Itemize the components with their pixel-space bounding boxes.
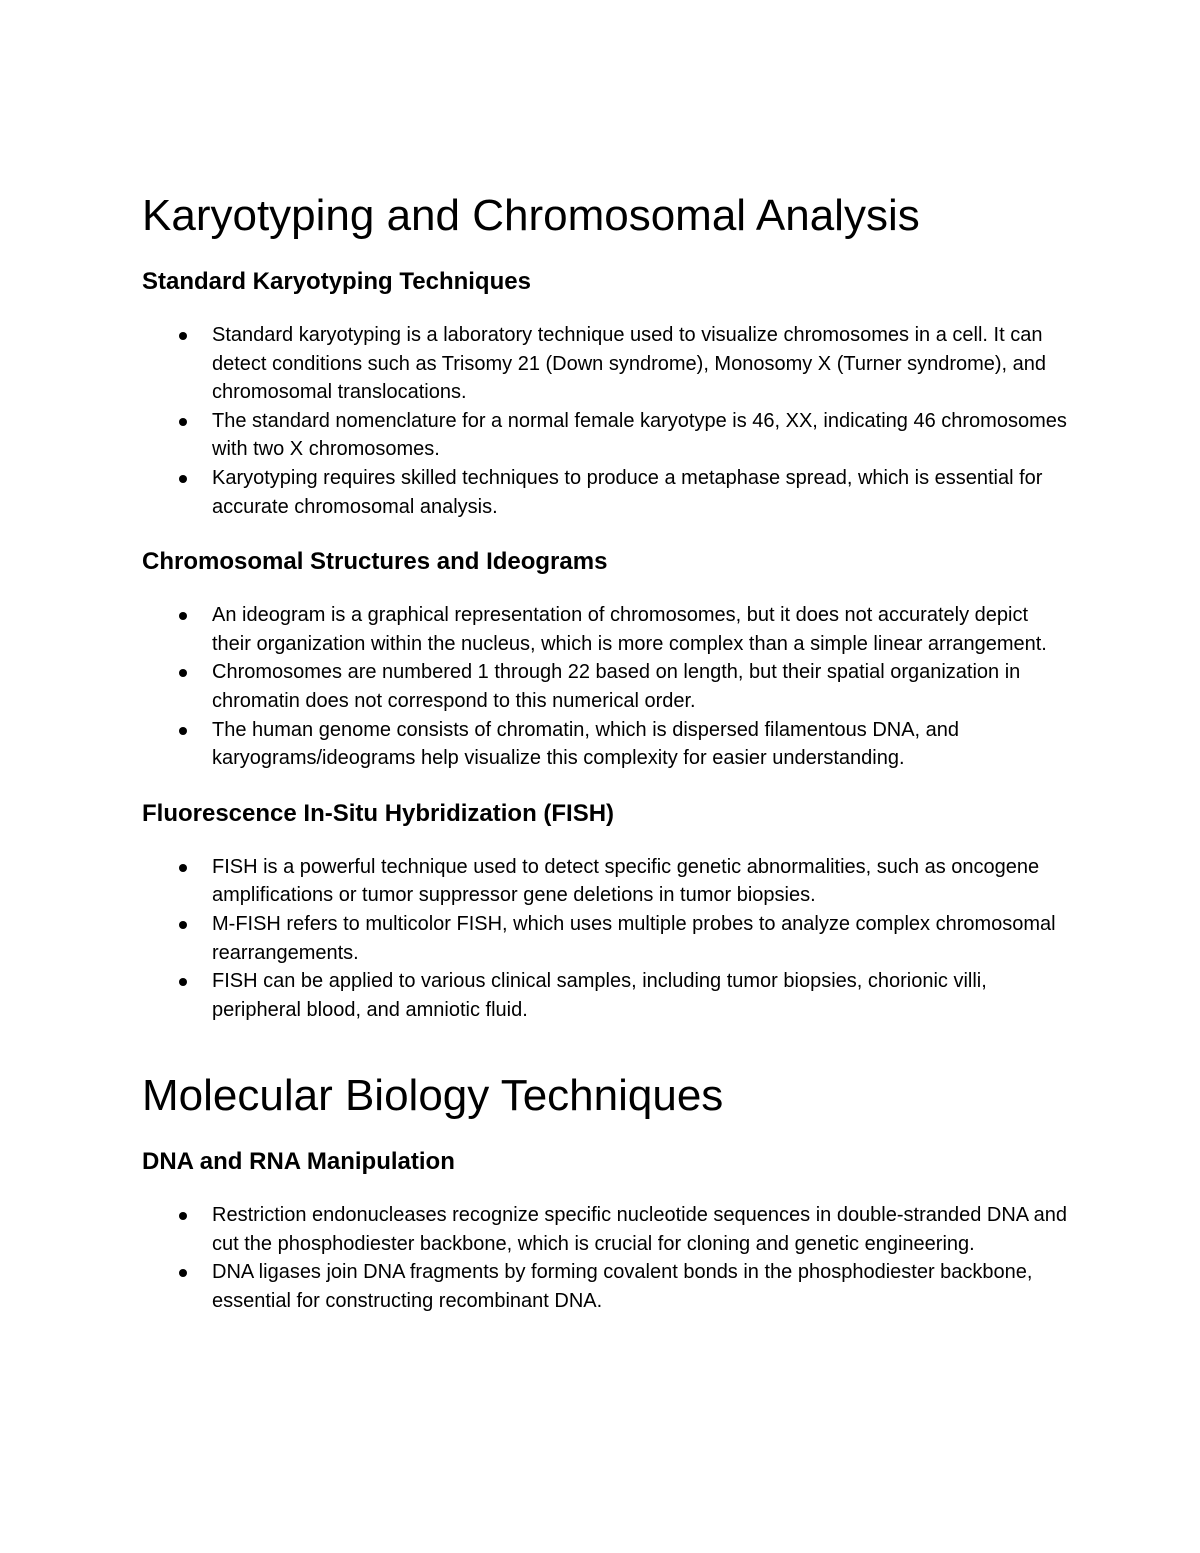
list-item-text: DNA ligases join DNA fragments by forming covalent bonds in the phosphodiester backbone, essential for constructing recombinant DNA. bbox=[212, 1261, 1033, 1313]
bullet-list bbox=[142, 601, 1072, 773]
list-item bbox=[142, 658, 1072, 715]
bullet-icon bbox=[179, 669, 187, 677]
section-heading: Molecular Biology Techniques bbox=[142, 1071, 724, 1121]
bullet-icon bbox=[179, 418, 187, 426]
list-item bbox=[142, 321, 1072, 407]
document-body bbox=[142, 190, 1072, 1342]
bullet-icon bbox=[179, 727, 187, 735]
subsection-title: Standard Karyotyping Techniques bbox=[142, 268, 531, 295]
list-item bbox=[142, 967, 1072, 1024]
list-item-text: FISH can be applied to various clinical samples, including tumor biopsies, chorionic villi, peripheral blood, and amniotic fluid. bbox=[212, 970, 987, 1021]
bullet-icon bbox=[179, 475, 187, 483]
bullet-icon bbox=[179, 921, 187, 929]
bullet-list bbox=[142, 853, 1072, 1025]
list-item-text: FISH is a powerful technique used to detect specific genetic abnormalities, such as oncogene amplifications or tumor suppressor gene deletions in tumor biopsies. bbox=[212, 855, 1040, 907]
list-item bbox=[142, 407, 1072, 464]
list-item-text: Chromosomes are numbered 1 through 22 based on length, but their spatial organization in chromatin does not correspond to this numerical order. bbox=[212, 661, 1021, 712]
list-item bbox=[142, 716, 1072, 773]
bullet-list bbox=[142, 321, 1072, 521]
bullet-icon bbox=[179, 1269, 187, 1277]
list-item-text: Restriction endonucleases recognize specific nucleotide sequences in double-stranded DNA and cut the phosphodiester backbone, which is crucial for cloning and genetic engineering. bbox=[212, 1204, 1067, 1255]
bullet-icon bbox=[179, 1212, 187, 1220]
list-item bbox=[142, 601, 1072, 658]
section-heading: Karyotyping and Chromosomal Analysis bbox=[142, 191, 920, 240]
list-item bbox=[142, 910, 1072, 967]
bullet-list bbox=[142, 1201, 1072, 1315]
bullet-icon bbox=[179, 612, 187, 620]
list-item-text: The human genome consists of chromatin, which is dispersed filamentous DNA, and karyograms/ideograms help visualize this complexity for easier understanding. bbox=[212, 718, 960, 770]
list-item bbox=[142, 464, 1072, 521]
bullet-icon bbox=[179, 864, 187, 872]
subsection-title: DNA and RNA Manipulation bbox=[142, 1148, 455, 1176]
list-item-text: The standard nomenclature for a normal female karyotype is 46, XX, indicating 46 chromosomes with two X chromosomes. bbox=[212, 409, 1067, 461]
list-item bbox=[142, 853, 1072, 910]
list-item-text: M-FISH refers to multicolor FISH, which uses multiple probes to analyze complex chromosomal rearrangements. bbox=[212, 912, 1056, 964]
list-item-text: Standard karyotyping is a laboratory technique used to visualize chromosomes in a cell. It can detect conditions such as Trisomy 21 (Down syndrome), Monosomy X (Turner syndrome), and chromosomal translocations. bbox=[212, 324, 1047, 404]
subsection-title: Chromosomal Structures and Ideograms bbox=[142, 548, 608, 576]
bullet-icon bbox=[179, 332, 187, 340]
list-item bbox=[142, 1201, 1072, 1258]
bullet-icon bbox=[179, 978, 187, 986]
list-item-text: Karyotyping requires skilled techniques to produce a metaphase spread, which is essential for accurate chromosomal analysis. bbox=[212, 466, 1043, 518]
list-item-text: An ideogram is a graphical representation of chromosomes, but it does not accurately depict their organization within the nucleus, which is more complex than a simple linear arrangement. bbox=[212, 604, 1047, 655]
subsection-title: Fluorescence In-Situ Hybridization (FISH) bbox=[142, 799, 615, 827]
list-item bbox=[142, 1258, 1072, 1315]
